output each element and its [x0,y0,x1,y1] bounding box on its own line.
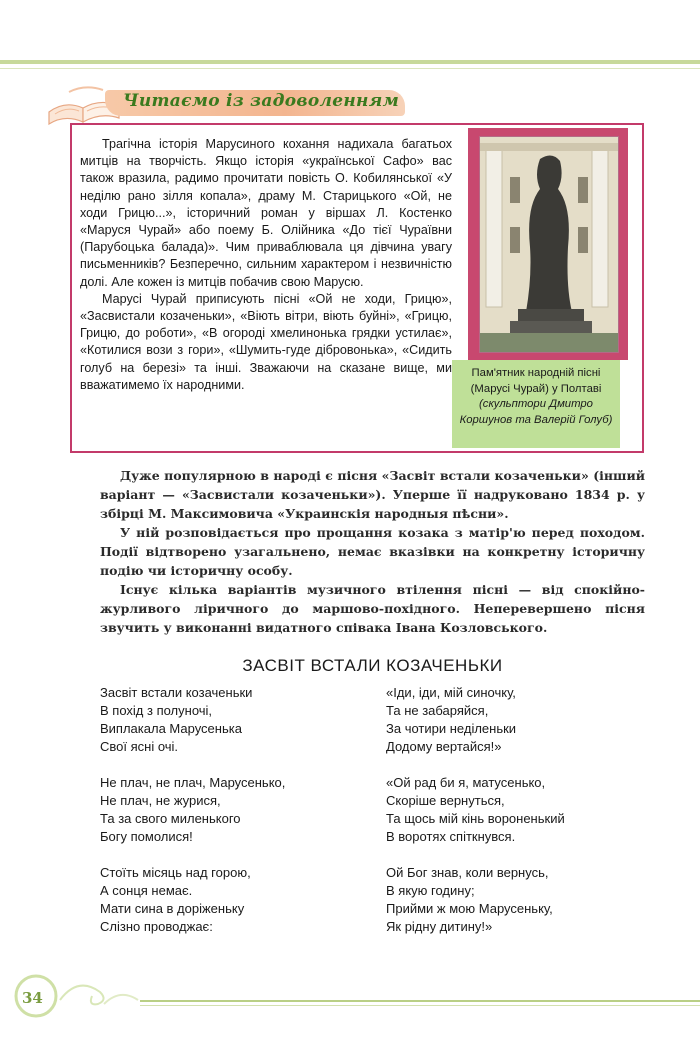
verse-line: А сонця немає. [100,883,193,898]
verse-line: В воротях спіткнувся. [386,829,516,844]
verse-line: Слізно проводжає: [100,919,213,934]
verse-line: «Іди, іди, мій синочку, [386,685,516,700]
top-decorative-rule-thin [0,68,700,69]
caption-plain: Пам'ятник народній пісні (Марусі Чурай) у Полтаві [470,367,602,395]
main-text [100,466,645,637]
verse-line: Не плач, не журися, [100,793,221,808]
section-title: Читаємо із задоволенням [123,91,400,111]
verse-line: Ой Бог знав, коли вернусь, [386,865,549,880]
bottom-decorative-rule [140,1000,700,1002]
verse-line: За чотири неділеньки [386,721,517,736]
reading-paragraph: Трагічна історія Марусиного кохання надихала багатьох митців на творчість. Якщо історія «української Сафо» вас також вразила, радимо прочитати повість О. Кобилянської «У неділю рано зілля копала», драму М. Старицького «Ой, не ходи Грицю...», історичний роман у віршах Л. Костенко «Маруся Чурай» або поему Б. Олійника «До тієї Чураївни (Парубоцька балада)». Чим приваблювала ця дівчина увагу письменників? Безперечно, сильним характером і незвичністю долі. Але кожен із митців побачив свою Марусю. [80,137,452,289]
top-decorative-rule [0,60,700,64]
verse-line: Стоїть місяць над горою, [100,865,251,880]
page-number: 34 [22,989,43,1007]
verse-line: Та не забаряйся, [386,703,489,718]
verse-line: Свої ясні очі. [100,739,179,754]
verse-line: Як рідну дитину!» [386,919,493,934]
reading-paragraph: Марусі Чурай приписують пісні «Ой не ходи, Грицю», «Засвистали козаченьки», «Віють вітри, віють буйні», «Грицю, Грицю, до роботи», «В огороді хмелинонька грядки устилає», «Котилися вози з гори», «Шумить-гуде дібровонька», «Сидить голуб на березі» та інші. Зважаючи на сказане вище, ми вважатимемо їх народними. [80,291,452,392]
stanza [100,684,370,756]
verse-line: Та щось мій кінь вороненький [386,811,565,826]
verse-line: Богу помолися! [100,829,193,844]
verse-line: Та за свого миленького [100,811,241,826]
main-paragraph: У ній розповідається про прощання козака з матір'ю перед походом. Події відтворено узагальнено, немає вказівки на конкретну історичну подію чи історичну особу. [100,525,645,578]
stanza [100,774,370,846]
stanza [386,864,656,936]
verse-line: Додому вертайся!» [386,739,502,754]
stanza [386,774,656,846]
main-paragraph: Дуже популярною в народі є пісня «Засвіт встали козаченьки» (інший варіант — «Засвистали козаченьки»). Уперше її надруковано 1834 р. у збірці М. Максимовича «Украинскія народныя пѣсни». [100,468,645,521]
reading-text [80,136,452,394]
verse-line: Виплакала Марусенька [100,721,242,736]
section-header [45,82,415,126]
verse-line: Прийми ж мою Марусеньку, [386,901,553,916]
bottom-decorative-rule-thin [140,1005,700,1006]
verse-line: Мати сина в доріженьку [100,901,245,916]
main-paragraph: Існує кілька варіантів музичного втілення пісні — від спокійно-журливого ліричного до маршово-похідного. Неперевершено пісня звучить у виконанні видатного співака Івана Козловського. [100,582,645,635]
song-column-right [386,684,656,954]
verse-line: Скоріше вернуться, [386,793,505,808]
monument-image [480,137,618,352]
verse-line: В похід з полуночі, [100,703,213,718]
verse-line: В якую годину; [386,883,475,898]
verse-line: Не плач, не плач, Марусенько, [100,775,286,790]
photo-caption [456,366,616,428]
stanza [386,684,656,756]
verse-line: «Ой рад би я, матусенько, [386,775,546,790]
verse-line: Засвіт встали козаченьки [100,685,253,700]
stanza [100,864,370,936]
monument-photo [479,136,619,353]
song-title: ЗАСВІТ ВСТАЛИ КОЗАЧЕНЬКИ [242,656,503,675]
caption-italic: (скульптори Дмитро Коршунов та Валерій Голуб) [459,398,613,426]
song-column-left [100,684,370,954]
